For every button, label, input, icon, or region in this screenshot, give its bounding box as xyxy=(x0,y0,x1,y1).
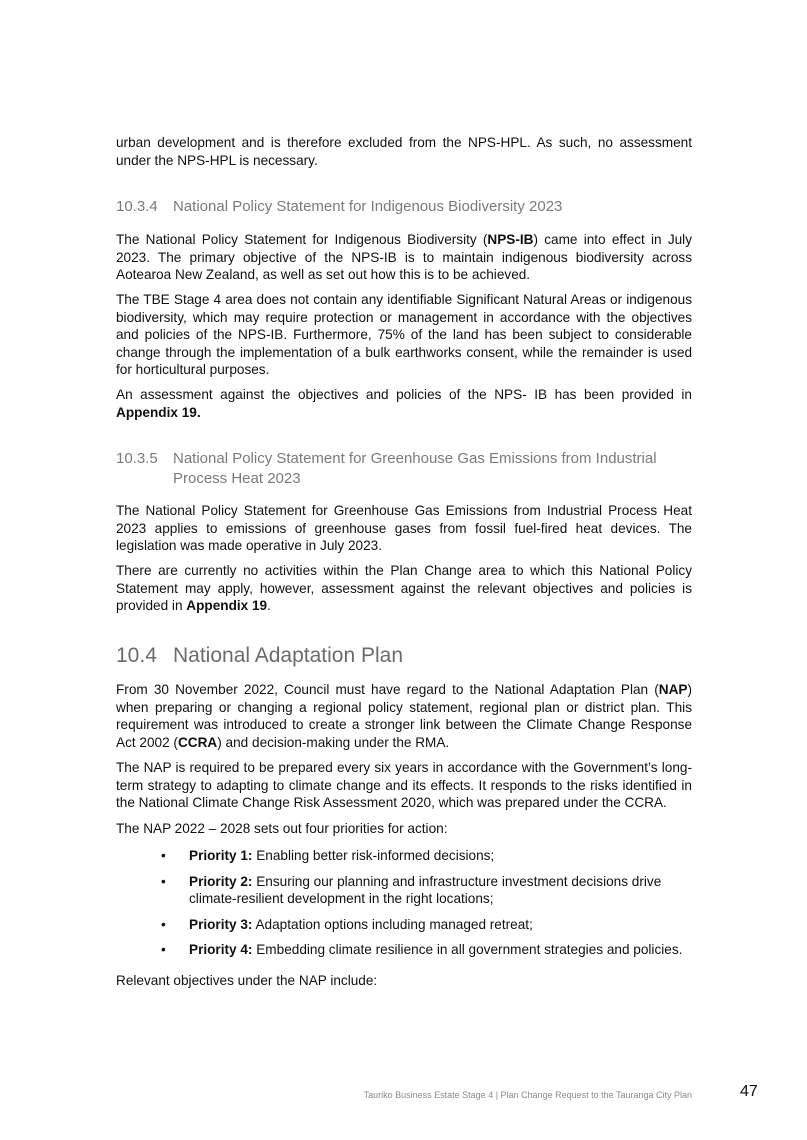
heading-10-3-5 xyxy=(116,449,696,489)
text-run: An assessment against the objectives and policies of the NPS- IB has been provided in xyxy=(116,387,692,402)
text-run: From 30 November 2022, Council must have regard to the National Adaptation Plan ( xyxy=(116,682,659,697)
list-item xyxy=(116,847,692,865)
list-item xyxy=(116,873,692,908)
heading-10-4 xyxy=(116,643,696,669)
bullet-icon: • xyxy=(161,873,166,889)
heading-title: National Policy Statement for Indigenous Biodiversity 2023 xyxy=(173,198,563,215)
intro-paragraph: urban development and is therefore excluded from the NPS-HPL. As such, no assessment under the NPS-HPL is necessary. xyxy=(116,135,692,168)
priority-label: Priority 1: xyxy=(189,848,253,863)
nps-ib-paragraph-2: The TBE Stage 4 area does not contain any identifiable Significant Natural Areas or indigenous biodiversity, which may require protection or management in accordance with the objectives and policies of the NPS-IB. Furthermore, 75% of the land has been subject to considerable change through the implementation of a bulk earthworks consent, while the remainder is used for horticultural purposes. xyxy=(116,292,692,377)
heading-number: 10.3.5 xyxy=(116,450,158,467)
footer-text: Tauriko Business Estate Stage 4 | Plan Change Request to the Tauranga City Plan xyxy=(363,1090,692,1100)
bullet-icon: • xyxy=(161,942,166,957)
nap-paragraph-3: The NAP 2022 – 2028 sets out four priorities for action: xyxy=(116,821,448,836)
heading-number: 10.3.4 xyxy=(116,198,158,215)
greenhouse-paragraph-2 xyxy=(116,562,692,615)
nap-paragraph-2: The NAP is required to be prepared every six years in accordance with the Government’s long-term strategy to adapting to climate change and its effects. It responds to the risks identified in the National Climate Change Risk Assessment 2020, which was prepared under the CCRA. xyxy=(116,760,692,810)
priority-label: Priority 3: xyxy=(189,916,253,932)
text-run: The National Policy Statement for Indigenous Biodiversity ( xyxy=(116,232,488,247)
text-run: . xyxy=(267,598,271,613)
priority-text: Ensuring our planning and infrastructure investment decisions drive climate-resilient development in the right locations; xyxy=(189,873,662,906)
greenhouse-paragraph-1: The National Policy Statement for Greenhouse Gas Emissions from Industrial Process Heat 2023 applies to emissions of greenhouse gases from fossil fuel-fired heat devices. The legislation was made operative in July 2023. xyxy=(116,503,692,553)
priority-text: Adaptation options including managed retreat; xyxy=(252,916,533,932)
page-number: 47 xyxy=(740,1083,758,1100)
abbrev-nap: NAP xyxy=(658,682,688,697)
nap-paragraph-4: Relevant objectives under the NAP include: xyxy=(116,973,378,988)
bullet-icon: • xyxy=(161,916,166,932)
nps-ib-paragraph-3 xyxy=(116,386,692,421)
nap-paragraph-1 xyxy=(116,681,692,751)
nps-ib-paragraph-1 xyxy=(116,231,692,284)
heading-number: 10.4 xyxy=(116,644,157,667)
abbrev-ccra: CCRA xyxy=(177,734,218,750)
text-run: ) came into effect in July 2023. The primary objective of the NPS-IB is to maintain indigenous biodiversity across Aotearoa New Zealand, as well as set out how this is to be achieved. xyxy=(116,232,692,282)
appendix-reference: Appendix 19. xyxy=(116,404,201,420)
heading-title: National Policy Statement for Greenhouse Gas Emissions from Industrial Process Heat 2023 xyxy=(173,450,657,487)
list-item xyxy=(116,916,692,934)
appendix-reference: Appendix 19 xyxy=(186,598,268,613)
priority-label: Priority 2: xyxy=(189,873,253,889)
text-run: ) and decision-making under the RMA. xyxy=(217,734,450,750)
priority-text: Embedding climate resilience in all government strategies and policies. xyxy=(252,942,683,957)
priority-text: Enabling better risk-informed decisions; xyxy=(252,848,495,863)
bullet-icon: • xyxy=(161,848,166,863)
priority-label: Priority 4: xyxy=(189,942,253,957)
text-run: ) when preparing or changing a regional policy statement, regional plan or district plan. This requirement was introduced to create a stronger link between the Climate Change Response Act 2002 ( xyxy=(116,682,692,750)
heading-title: National Adaptation Plan xyxy=(173,644,404,667)
heading-10-3-4 xyxy=(116,197,696,217)
text-run: There are currently no activities within the Plan Change area to which this National Policy Statement may apply, however, assessment against the relevant objectives and policies is provided in xyxy=(116,563,692,613)
list-item xyxy=(116,941,692,959)
priorities-list xyxy=(116,847,692,967)
abbrev-nps-ib: NPS-IB xyxy=(487,232,534,247)
